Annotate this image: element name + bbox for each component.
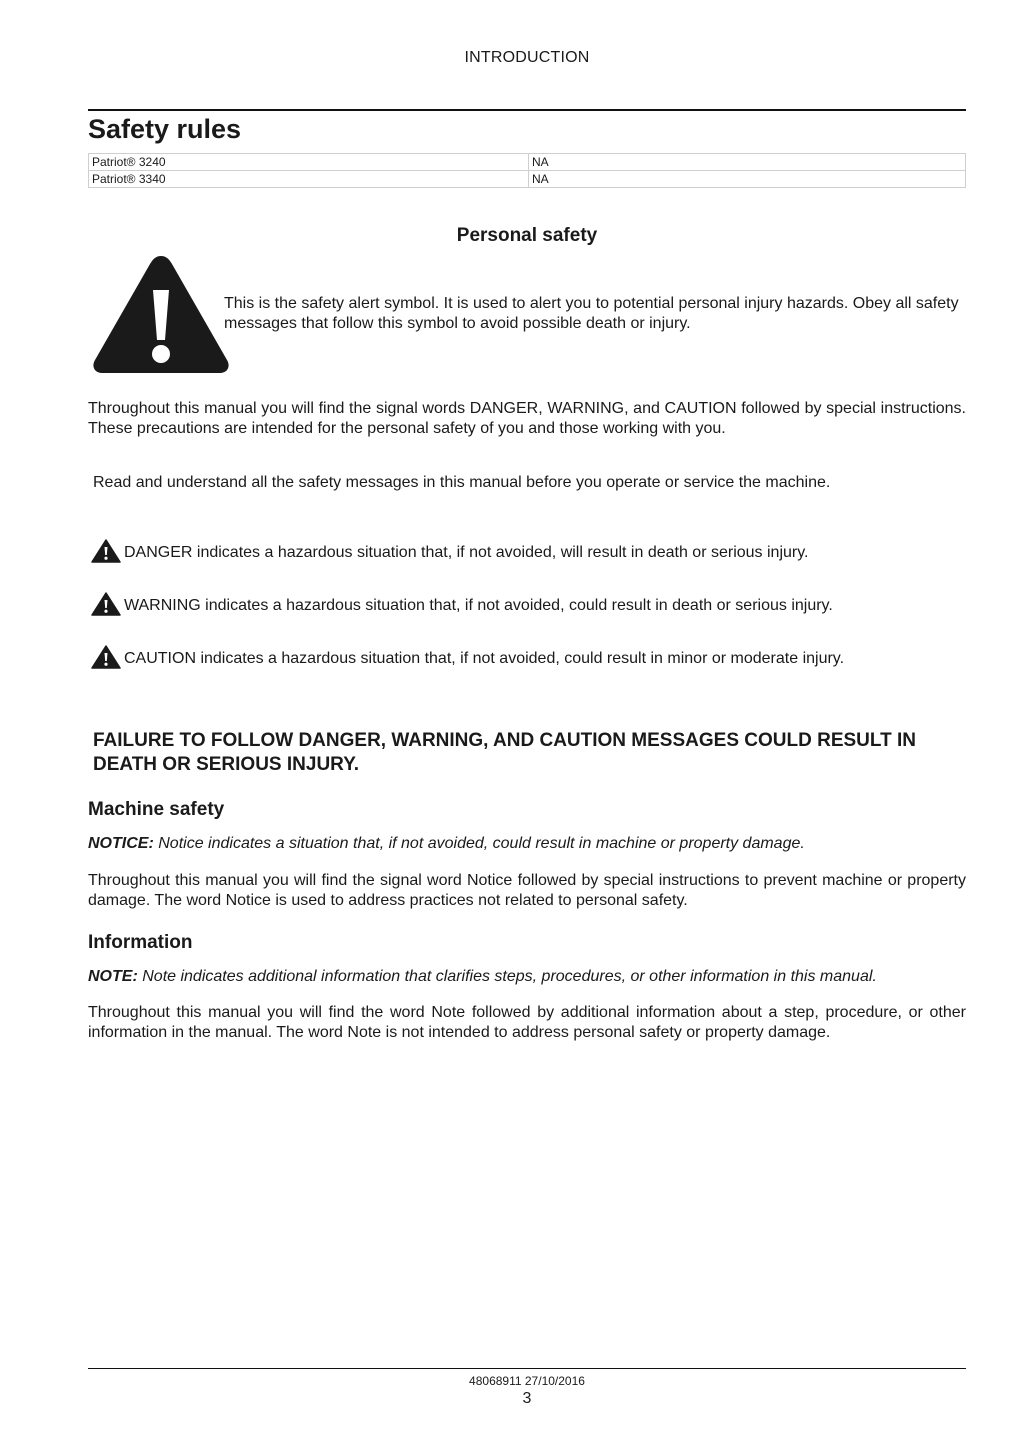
safety-alert-triangle-icon [91, 539, 121, 563]
table-row [89, 171, 966, 188]
models-table [88, 153, 966, 188]
machine-safety-paragraph: Throughout this manual you will find the signal word Notice followed by special instructions to prevent machine or property damage. The word Notice is used to address practices not related to personal safety. [88, 872, 966, 909]
read-messages-paragraph: Read and understand all the safety messages in this manual before you operate or service the machine. [93, 474, 831, 491]
danger-signal-row [91, 539, 966, 563]
machine-safety-heading: Machine safety [88, 799, 225, 820]
notice-label: NOTICE: [88, 835, 154, 852]
safety-alert-triangle-icon [91, 592, 121, 616]
warning-signal-row [91, 592, 966, 616]
value-cell: NA [529, 171, 966, 188]
danger-signal-text: DANGER indicates a hazardous situation that, if not avoided, will result in death or serious injury. [124, 544, 809, 561]
document-code: 48068911 27/10/2016 [469, 1374, 585, 1388]
note-text: Note indicates additional information that clarifies steps, procedures, or other information in this manual. [142, 968, 877, 985]
notice-text: Notice indicates a situation that, if not avoided, could result in machine or property damage. [158, 835, 805, 852]
alert-symbol-description: This is the safety alert symbol. It is used to alert you to potential personal injury hazards. Obey all safety messages that follow this symbol to avoid possible death or injury. [224, 295, 959, 332]
note-label: NOTE: [88, 968, 138, 985]
information-heading: Information [88, 932, 193, 953]
personal-safety-heading: Personal safety [456, 225, 598, 246]
signal-words-paragraph: Throughout this manual you will find the signal words DANGER, WARNING, and CAUTION followed by special instructions. These precautions are intended for the personal safety of you and those working with you. [88, 400, 966, 437]
model-cell: Patriot® 3240 [89, 154, 529, 171]
safety-alert-triangle-icon [91, 645, 121, 669]
page-title: Safety rules [88, 114, 242, 144]
footer-rule [88, 1368, 966, 1369]
failure-warning: FAILURE TO FOLLOW DANGER, WARNING, AND CAUTION MESSAGES COULD RESULT IN DEATH OR SERIOUS INJURY. [93, 730, 916, 775]
value-cell: NA [529, 154, 966, 171]
notice-definition [88, 834, 966, 854]
page-number: 3 [522, 1390, 532, 1407]
model-cell: Patriot® 3340 [89, 171, 529, 188]
table-row [89, 154, 966, 171]
header-rule [88, 109, 966, 111]
caution-signal-text: CAUTION indicates a hazardous situation that, if not avoided, could result in minor or moderate injury. [124, 650, 845, 667]
safety-alert-triangle-icon [90, 252, 232, 376]
information-paragraph: Throughout this manual you will find the word Note followed by additional information about a step, procedure, or other information in the manual. The word Note is not intended to address personal safety or property damage. [88, 1004, 966, 1041]
note-definition [88, 967, 966, 987]
running-header: INTRODUCTION [464, 49, 590, 66]
caution-signal-row [91, 645, 966, 669]
warning-signal-text: WARNING indicates a hazardous situation that, if not avoided, could result in death or serious injury. [124, 597, 833, 614]
